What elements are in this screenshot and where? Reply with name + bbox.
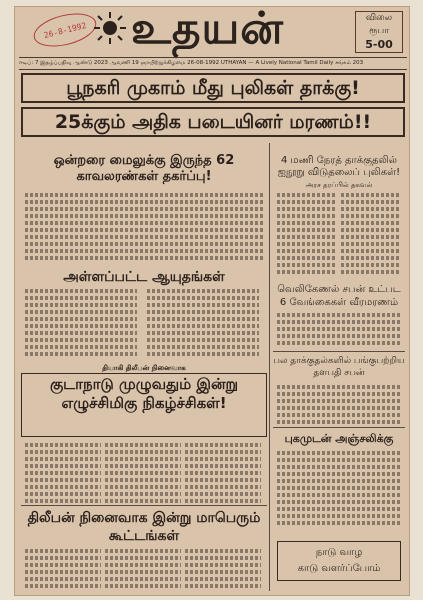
right-divider-2 <box>273 427 405 428</box>
lead-article-text <box>25 193 263 263</box>
main-headline-2: 25க்கும் அதிக படையினர் மரணம்!! <box>21 107 405 137</box>
dateline: ஈடிப்: 7 இதழ்ப்பதிவு ஆண்டு 2023 ஆவணி 19 ஞாயிற்றுக்கிழமை 26-08-1992 UTHAYAN — A Lively National Tamil Daily சங்கம் 203 <box>19 57 407 70</box>
right-headline-1: 4 மணி நேரத் தாக்குதலில் ஐநூறு விடுதலைப் புலிகள்! <box>277 155 401 178</box>
right-headline-3: பல தாக்குதல்களில் பங்குபற்றிய தளபதி சபன் <box>273 356 405 378</box>
right-article-e <box>277 451 401 528</box>
right-article-d <box>277 385 401 427</box>
column-divider <box>269 143 270 591</box>
right-headline-2: வெலிகேணல் சபன் உட்பட 6 வேங்கைகள் வீரமரணம் <box>277 284 401 308</box>
newspaper-title: உதயன் <box>131 6 284 54</box>
article-col-a <box>25 443 101 506</box>
right-article-c <box>277 313 401 348</box>
newspaper-page <box>14 6 410 596</box>
thileepan-tag: தியாகி திலீபன் நினைவாக <box>102 364 186 372</box>
price-label: விலை <box>365 13 393 23</box>
meeting-col-b <box>105 549 181 591</box>
section-divider <box>21 505 267 506</box>
meeting-headline: திலீபன் நினைவாக இன்று மாபெரும் கூட்டங்கள் <box>27 510 261 544</box>
main-headline-1: பூநகரி முகாம் மீது புலிகள் தாக்கு! <box>21 73 405 103</box>
article-col-c <box>185 443 261 506</box>
right-divider-1 <box>273 351 405 352</box>
price-currency: ரூபா <box>369 26 389 36</box>
right-article-b <box>341 193 401 277</box>
sun-logo-icon <box>93 11 127 45</box>
slogan-line-2: காடு வளர்ப்போம் <box>297 563 381 574</box>
right-headline-4: புகமுடன் அஞ்சலிக்கு <box>284 432 394 445</box>
slogan-box <box>277 541 401 581</box>
masthead <box>15 7 410 59</box>
price-box <box>355 11 403 53</box>
weapons-subheading: அள்ளப்பட்ட ஆயுதங்கள் <box>63 269 225 285</box>
date-stamp: 26-8-1992 <box>30 8 99 53</box>
right-source-tag: அரச தரப்பில் தகவல் <box>305 181 373 189</box>
meeting-col-a <box>25 549 101 591</box>
weapons-list-right <box>147 289 259 359</box>
lead-headline: ஒன்றரை மைலுக்கு இருந்த 62 காவலரண்கள் தகர்ப்பு! <box>53 153 235 184</box>
slogan-line-1: நாடு வாழ <box>315 547 363 558</box>
event-headline: குடாநாடு முழுவதும் இன்று எழுச்சிமிகு நிகழ்ச்சிகள்! <box>49 375 239 412</box>
right-article-a <box>277 193 337 277</box>
article-col-b <box>105 443 181 506</box>
meeting-col-c <box>185 549 261 591</box>
price-value: 5-00 <box>365 38 393 51</box>
weapons-list-left <box>25 289 137 359</box>
